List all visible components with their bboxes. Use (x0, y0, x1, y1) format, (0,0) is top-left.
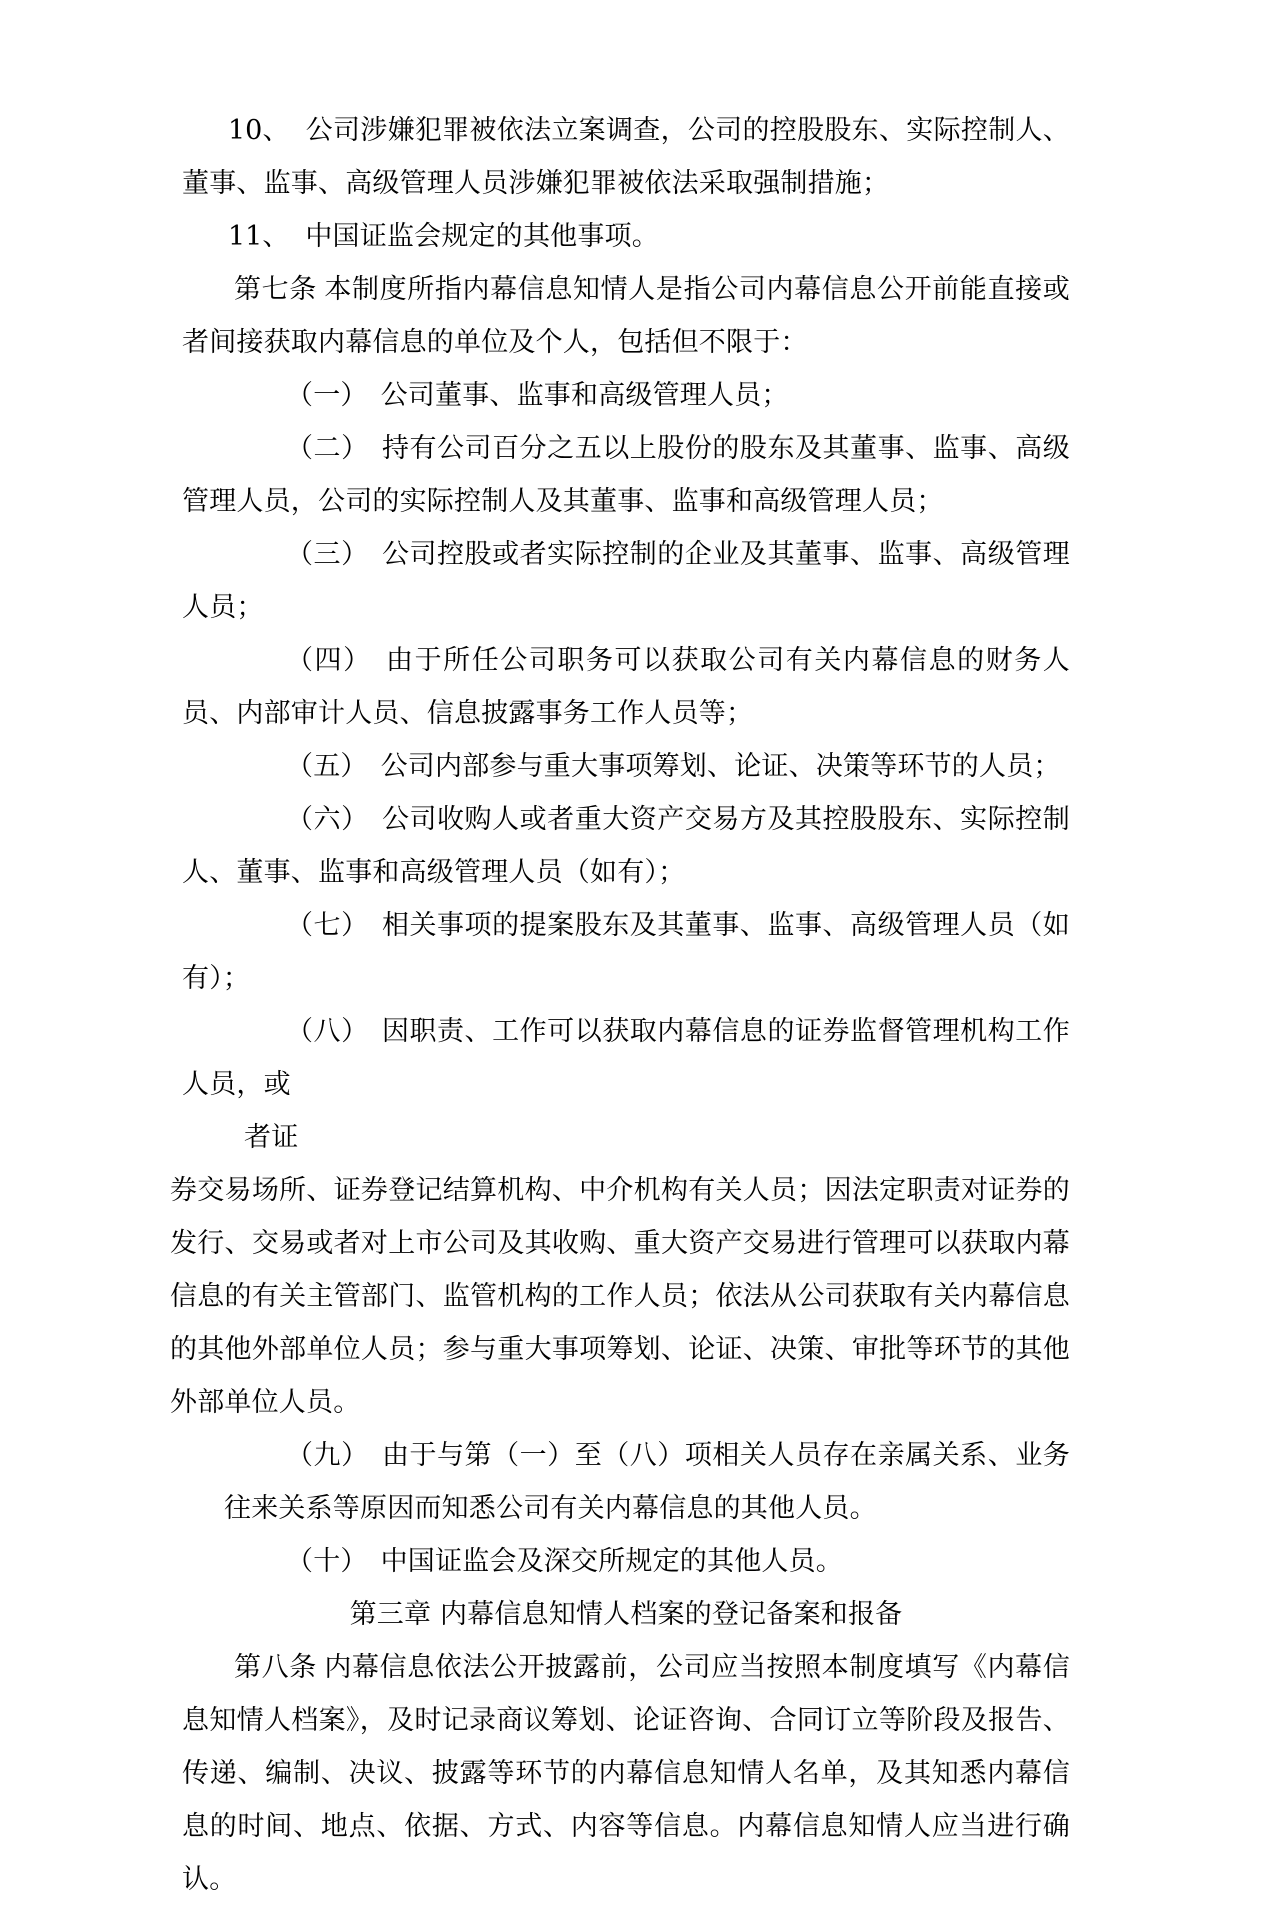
list-marker: （二） (286, 433, 369, 464)
list-item-text: 公司内部参与重大事项筹划、论证、决策等环节的人员； (380, 751, 1061, 782)
list-item-text: 公司控股或者实际控制的企业及其董事、监事、高级管理人员； (182, 539, 1070, 623)
continuation-paragraph: 券交易场所、证券登记结算机构、中介机构有关人员；因法定职责对证券的发行、交易或者对上市公司及其收购、重大资产交易进行管理可以获取内幕信息的有关主管部门、监管机构的工作人员；依法从公司获取有关内幕信息的其他外部单位人员；参与重大事项筹划、论证、决策、审批等环节的其他外部单位人员。 (170, 1175, 1070, 1418)
list-item-text: 中国证监会规定的其他事项。 (305, 221, 659, 252)
list-marker: （三） (286, 539, 369, 570)
list-marker: （五） (286, 751, 368, 782)
list-item-text: 公司董事、监事和高级管理人员； (380, 380, 789, 411)
sub-item-5 (182, 740, 1070, 793)
list-item-text: 公司收购人或者重大资产交易方及其控股股东、实际控制人、董事、监事和高级管理人员（如有）； (182, 804, 1070, 888)
article-8-paragraph (182, 1641, 1070, 1906)
list-marker: （七） (286, 910, 369, 941)
list-marker: （四） (286, 645, 372, 676)
sub-item-2 (182, 422, 1070, 528)
list-marker: （六） (286, 804, 369, 835)
sub-item-6 (182, 793, 1070, 899)
list-item-text: 中国证监会及深交所规定的其他人员。 (380, 1546, 844, 1577)
document-body (170, 104, 1070, 1906)
list-marker: 10、 (228, 115, 290, 146)
list-item-text: 相关事项的提案股东及其董事、监事、高级管理人员（如有）； (182, 910, 1070, 994)
chapter-heading: 第三章 内幕信息知情人档案的登记备案和报备 (349, 1599, 903, 1630)
orphan-fragment-line: 者证 (244, 1122, 299, 1153)
list-item-text: 持有公司百分之五以上股份的股东及其董事、监事、高级管理人员，公司的实际控制人及其董事、监事和高级管理人员； (182, 433, 1070, 517)
article-marker: 第八条 (234, 1652, 317, 1683)
list-item-text: 由于与第（一）至（八）项相关人员存在亲属关系、业务往来关系等原因而知悉公司有关内幕信息的其他人员。 (224, 1440, 1070, 1524)
list-marker: （八） (286, 1016, 369, 1047)
article-text: 内幕信息依法公开披露前，公司应当按照本制度填写《内幕信息知情人档案》，及时记录商议筹划、论证咨询、合同订立等阶段及报告、传递、编制、决议、披露等环节的内幕信息知情人名单，及其知悉内幕信息的时间、地点、依据、方式、内容等信息。内幕信息知情人应当进行确认。 (182, 1652, 1070, 1895)
article-marker: 第七条 (234, 274, 317, 305)
article-text: 本制度所指内幕信息知情人是指公司内幕信息公开前能直接或者间接获取内幕信息的单位及个人，包括但不限于： (182, 274, 1070, 358)
sub-item-1 (182, 369, 1070, 422)
list-marker: （十） (286, 1546, 368, 1577)
list-marker: （一） (286, 380, 368, 411)
article-7-paragraph (182, 263, 1070, 369)
list-item-text: 由于所任公司职务可以获取公司有关内幕信息的财务人员、内部审计人员、信息披露事务工作人员等； (182, 645, 1070, 729)
list-item-text: 公司涉嫌犯罪被依法立案调查，公司的控股股东、实际控制人、董事、监事、高级管理人员涉嫌犯罪被依法采取强制措施； (182, 115, 1070, 199)
list-marker: （九） (286, 1440, 369, 1471)
list-marker: 11、 (228, 221, 290, 252)
numbered-item-11 (182, 210, 1070, 263)
sub-item-4 (182, 634, 1070, 740)
sub-item-10 (182, 1535, 1070, 1588)
sub-item-7 (182, 899, 1070, 1005)
sub-item-9 (182, 1429, 1070, 1535)
numbered-item-10 (182, 104, 1070, 210)
sub-item-8 (182, 1005, 1070, 1111)
list-item-text: 因职责、工作可以获取内幕信息的证券监督管理机构工作人员，或 (182, 1016, 1070, 1100)
sub-item-3 (182, 528, 1070, 634)
